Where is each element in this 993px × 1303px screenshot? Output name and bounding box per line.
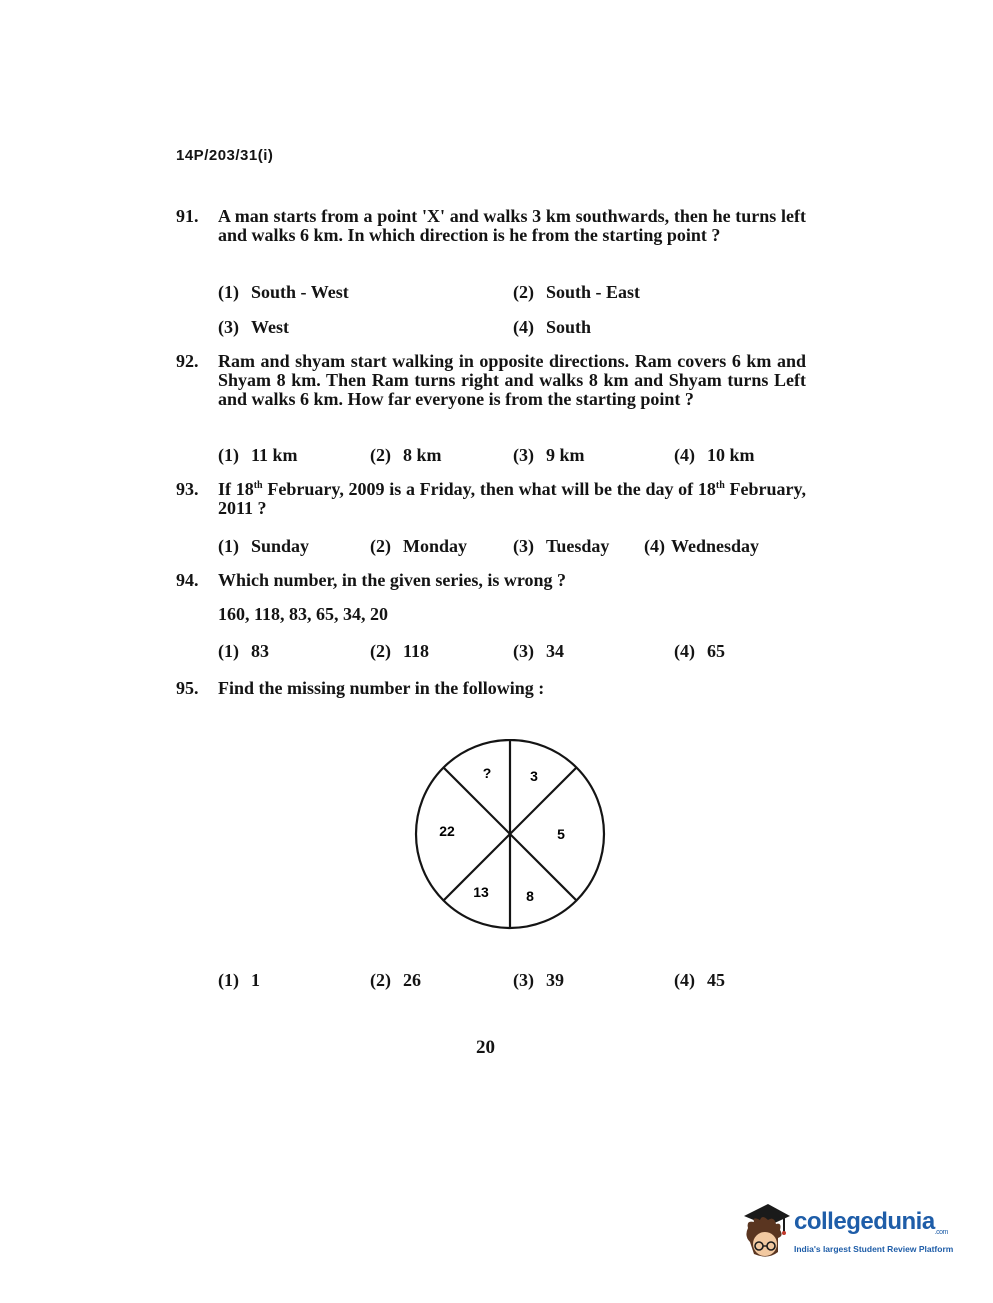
question-number: 93.	[176, 479, 199, 499]
option[interactable]: (4) South	[513, 317, 592, 337]
option[interactable]: (1) 11 km	[218, 445, 298, 465]
option[interactable]: (1) Sunday	[218, 536, 310, 556]
sector-value: 13	[473, 884, 489, 900]
question-number: 95.	[176, 678, 199, 698]
sector-value: 3	[530, 768, 538, 784]
option[interactable]: (2) 26	[370, 970, 421, 990]
option[interactable]: (4) 10 km	[674, 445, 755, 465]
sector-value: 8	[526, 888, 534, 904]
option[interactable]: (3) Tuesday	[513, 536, 610, 556]
page-number: 20	[476, 1037, 495, 1058]
option[interactable]: (4) 65	[674, 641, 725, 661]
logo-wordmark: collegedunia.com	[794, 1208, 948, 1236]
option[interactable]: (4) Wednesday	[644, 536, 760, 556]
question-text: Find the missing number in the following :	[218, 678, 545, 698]
question-number: 92.	[176, 351, 199, 371]
sector-value: 5	[557, 826, 565, 842]
question-number: 94.	[176, 570, 199, 590]
option[interactable]: (3) 39	[513, 970, 564, 990]
option[interactable]: (4) 45	[674, 970, 725, 990]
option[interactable]: (3) West	[218, 317, 289, 337]
option[interactable]: (2) 8 km	[370, 445, 442, 465]
question-92	[176, 352, 806, 409]
sector-value: 22	[439, 823, 455, 839]
logo-tagline: India's largest Student Review Platform	[794, 1244, 954, 1254]
sector-value: ?	[482, 765, 492, 781]
question-93	[176, 480, 806, 518]
question-text: If 18th February, 2009 is a Friday, then what will be the day of 18th February, 2011 ?	[218, 479, 806, 518]
question-number: 91.	[176, 206, 199, 226]
question-95	[176, 679, 806, 698]
question-91	[176, 207, 806, 245]
collegedunia-logo	[738, 1198, 968, 1268]
option[interactable]: (2) South - East	[513, 282, 641, 302]
option[interactable]: (2) Monday	[370, 536, 468, 556]
question-94	[176, 571, 806, 590]
option[interactable]: (2) 118	[370, 641, 430, 661]
circle-diagram	[410, 739, 610, 933]
question-text: A man starts from a point 'X' and walks 3 km southwards, then he turns left and walks 6 km. In which direction is he from the starting point ?	[218, 206, 806, 245]
option[interactable]: (3) 9 km	[513, 445, 585, 465]
paper-code: 14P/203/31(i)	[176, 147, 274, 164]
mascot-icon	[738, 1198, 794, 1264]
option[interactable]: (1) 83	[218, 641, 269, 661]
option[interactable]: (1) 1	[218, 970, 260, 990]
question-text: Which number, in the given series, is wrong ?	[218, 570, 567, 590]
option[interactable]: (1) South - West	[218, 282, 349, 302]
question-text: Ram and shyam start walking in opposite directions. Ram covers 6 km and Shyam 8 km. Then Ram turns right and walks 8 km and Shyam turns Left and walks 6 km. How far everyone is from the starting point ?	[218, 351, 806, 409]
option[interactable]: (3) 34	[513, 641, 564, 661]
number-series: 160, 118, 83, 65, 34, 20	[218, 604, 389, 624]
